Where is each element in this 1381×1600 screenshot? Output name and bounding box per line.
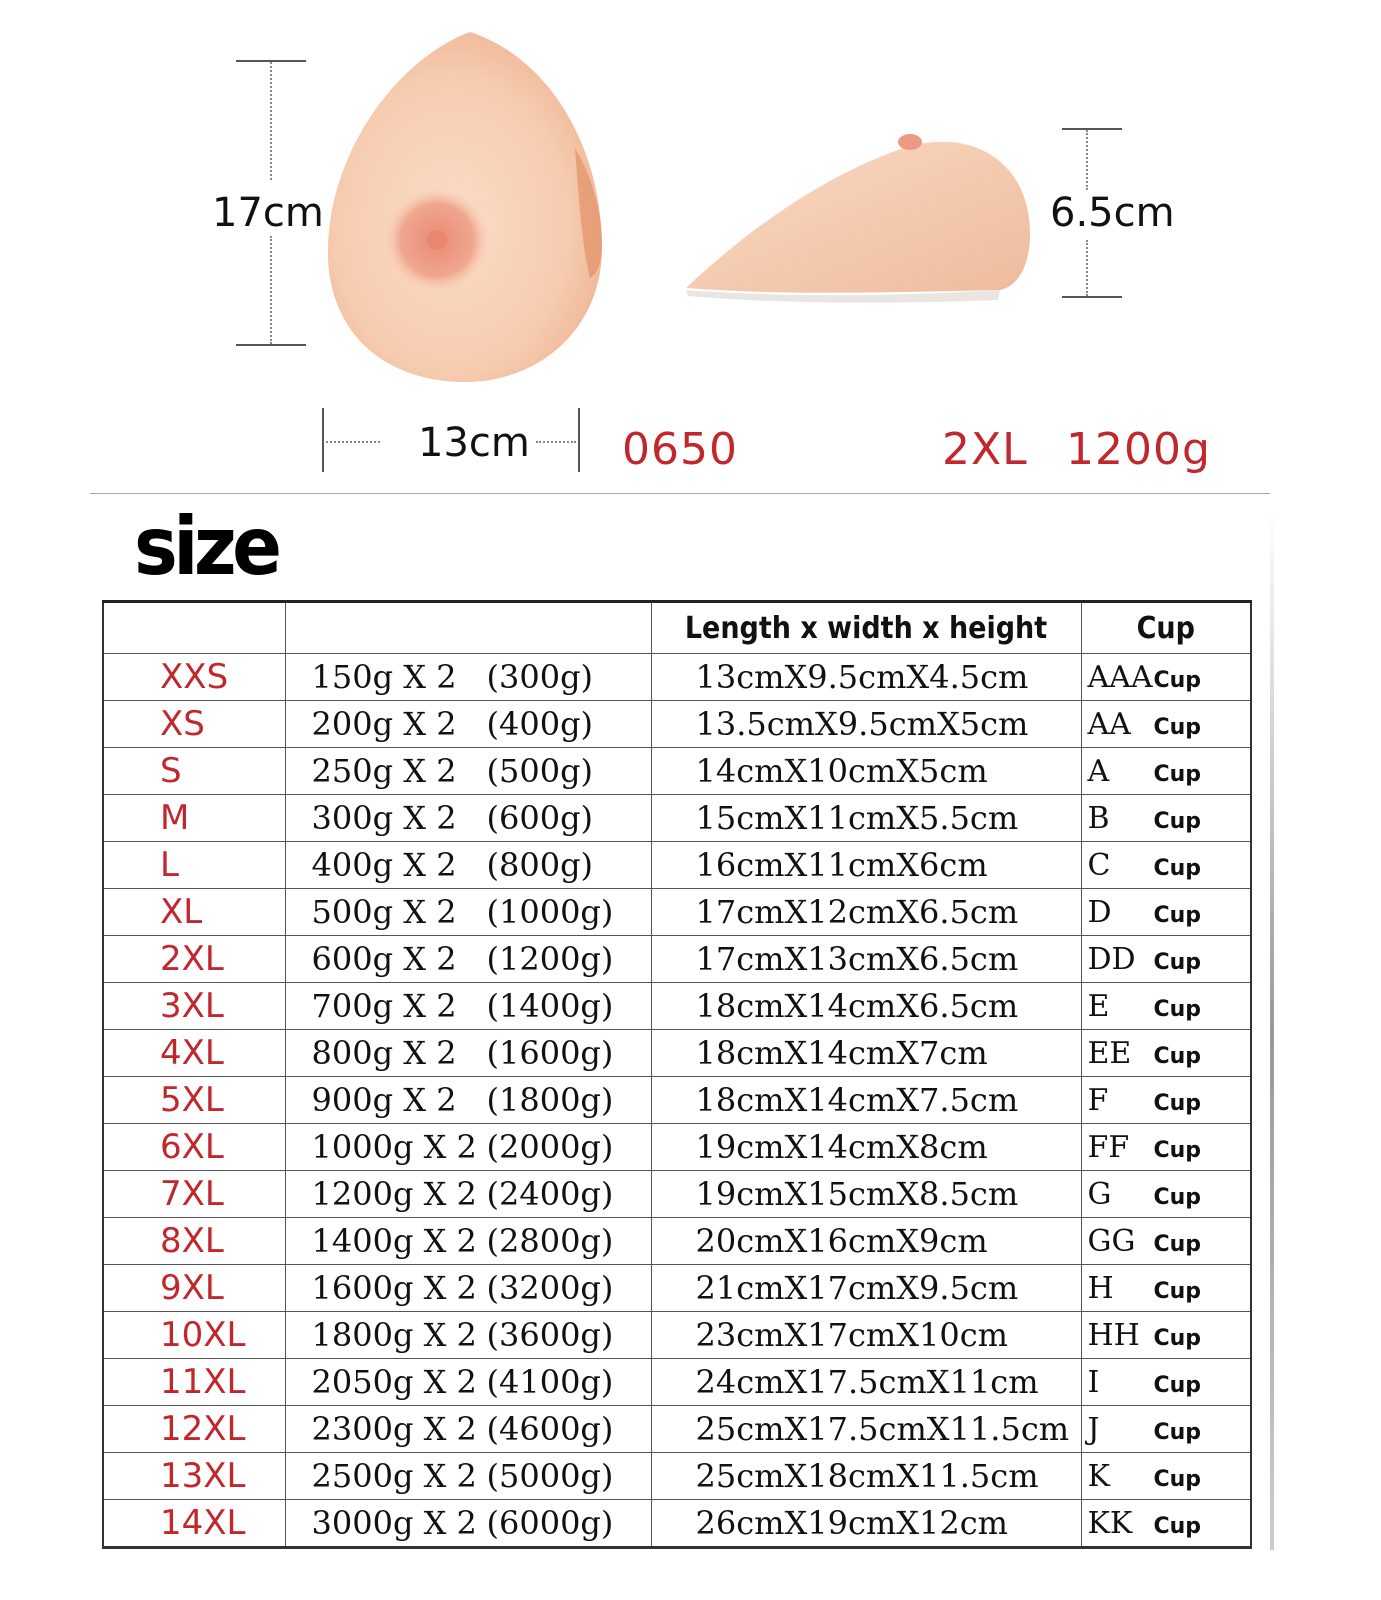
cup-size: KK: [1087, 1505, 1133, 1541]
table-row: [103, 748, 1251, 795]
weight-each: 2050g X 2: [311, 1363, 477, 1401]
cup-cell: [1081, 1077, 1251, 1124]
weight-each: 500g X 2: [311, 893, 457, 931]
cup-cell: [1081, 1171, 1251, 1218]
dimensions-cell: 18cmX14cmX6.5cm: [651, 983, 1081, 1030]
weight-each: 2500g X 2: [311, 1457, 477, 1495]
cup-cell: [1081, 654, 1251, 701]
weight-each: 1400g X 2: [311, 1222, 477, 1260]
cup-size: DD: [1087, 941, 1136, 977]
cup-cell: [1081, 936, 1251, 983]
header-cup: Cup: [1081, 602, 1251, 654]
cup-size: A: [1087, 753, 1110, 789]
table-row: [103, 889, 1251, 936]
cup-word: Cup: [1153, 1372, 1202, 1398]
size-label: 2XL: [942, 424, 1028, 475]
table-row: [103, 795, 1251, 842]
width-dimension-line: [326, 441, 380, 443]
depth-dimension-line-lower: [1086, 240, 1088, 296]
header-weight: [285, 602, 651, 654]
table-row: [103, 1312, 1251, 1359]
weight-cell: [285, 701, 651, 748]
table-row: [103, 654, 1251, 701]
weight-total: (2800g): [486, 1222, 614, 1260]
size-cell: 12XL: [103, 1406, 285, 1453]
cup-word: Cup: [1153, 1325, 1202, 1351]
size-cell: 11XL: [103, 1359, 285, 1406]
height-dimension-line: [270, 62, 272, 180]
dimensions-cell: 15cmX11cmX5.5cm: [651, 795, 1081, 842]
cup-size: F: [1087, 1082, 1109, 1118]
cup-size: AA: [1087, 706, 1131, 742]
width-dimension-line-right: [536, 441, 576, 443]
cup-size: B: [1087, 800, 1110, 836]
table-row: [103, 1030, 1251, 1077]
weight-cell: [285, 1500, 651, 1548]
weight-each: 300g X 2: [311, 799, 457, 837]
weight-each: 1600g X 2: [311, 1269, 477, 1307]
depth-dimension-top-tick: [1062, 128, 1122, 130]
cup-cell: [1081, 889, 1251, 936]
table-row: [103, 1124, 1251, 1171]
cup-size: J: [1087, 1411, 1100, 1447]
dimensions-cell: 25cmX17.5cmX11.5cm: [651, 1406, 1081, 1453]
cup-word: Cup: [1153, 667, 1202, 693]
cup-cell: [1081, 1030, 1251, 1077]
cup-cell: [1081, 795, 1251, 842]
dimensions-cell: 19cmX15cmX8.5cm: [651, 1171, 1081, 1218]
cup-size: C: [1087, 847, 1111, 883]
cup-cell: [1081, 983, 1251, 1030]
chart-frame-shadow: [1270, 510, 1274, 1550]
size-cell: 10XL: [103, 1312, 285, 1359]
table-row: [103, 936, 1251, 983]
weight-total: (1800g): [486, 1081, 614, 1119]
weight-total: (1400g): [486, 987, 614, 1025]
weight-total: (400g): [486, 705, 594, 743]
weight-each: 250g X 2: [311, 752, 457, 790]
cup-word: Cup: [1153, 1184, 1202, 1210]
table-row: [103, 1218, 1251, 1265]
table-row: [103, 842, 1251, 889]
weight-total: (3200g): [486, 1269, 614, 1307]
size-cell: XXS: [103, 654, 285, 701]
cup-word: Cup: [1153, 902, 1202, 928]
cup-cell: [1081, 842, 1251, 889]
weight-cell: [285, 983, 651, 1030]
dimensions-cell: 26cmX19cmX12cm: [651, 1500, 1081, 1548]
header-size: [103, 602, 285, 654]
dimensions-cell: 25cmX18cmX11.5cm: [651, 1453, 1081, 1500]
weight-total: (3600g): [486, 1316, 614, 1354]
dimensions-cell: 18cmX14cmX7cm: [651, 1030, 1081, 1077]
cup-word: Cup: [1153, 1137, 1202, 1163]
weight-cell: [285, 1124, 651, 1171]
dimensions-cell: 17cmX12cmX6.5cm: [651, 889, 1081, 936]
front-height-label: 17cm: [212, 190, 324, 236]
cup-size: HH: [1087, 1317, 1140, 1353]
cup-word: Cup: [1153, 1419, 1202, 1445]
size-cell: XL: [103, 889, 285, 936]
size-cell: 4XL: [103, 1030, 285, 1077]
cup-cell: [1081, 1124, 1251, 1171]
cup-word: Cup: [1153, 761, 1202, 787]
size-cell: S: [103, 748, 285, 795]
weight-each: 1200g X 2: [311, 1175, 477, 1213]
weight-label: 1200g: [1066, 424, 1211, 475]
weight-cell: [285, 1359, 651, 1406]
cup-cell: [1081, 1265, 1251, 1312]
weight-total: (800g): [486, 846, 594, 884]
weight-cell: [285, 1171, 651, 1218]
section-title: size: [134, 500, 278, 593]
cup-size: K: [1087, 1458, 1110, 1494]
size-cell: 14XL: [103, 1500, 285, 1548]
weight-each: 2300g X 2: [311, 1410, 477, 1448]
size-cell: 7XL: [103, 1171, 285, 1218]
cup-cell: [1081, 1218, 1251, 1265]
cup-size: D: [1087, 894, 1112, 930]
weight-each: 400g X 2: [311, 846, 457, 884]
cup-size: FF: [1087, 1129, 1130, 1165]
weight-each: 3000g X 2: [311, 1504, 477, 1542]
dimensions-cell: 14cmX10cmX5cm: [651, 748, 1081, 795]
table-row: [103, 1077, 1251, 1124]
dimensions-cell: 13cmX9.5cmX4.5cm: [651, 654, 1081, 701]
cup-word: Cup: [1153, 1278, 1202, 1304]
weight-each: 150g X 2: [311, 658, 457, 696]
header-dimensions: Length x width x height: [651, 602, 1081, 654]
weight-cell: [285, 1265, 651, 1312]
cup-cell: [1081, 1312, 1251, 1359]
cup-size: G: [1087, 1176, 1112, 1212]
cup-word: Cup: [1153, 714, 1202, 740]
chart-frame-top: [90, 493, 1270, 494]
product-side-view-image: [680, 128, 1040, 308]
weight-each: 200g X 2: [311, 705, 457, 743]
weight-cell: [285, 1312, 651, 1359]
dimensions-cell: 18cmX14cmX7.5cm: [651, 1077, 1081, 1124]
size-cell: 6XL: [103, 1124, 285, 1171]
weight-each: 900g X 2: [311, 1081, 457, 1119]
cup-size: GG: [1087, 1223, 1136, 1259]
cup-word: Cup: [1153, 1513, 1202, 1539]
weight-each: 1000g X 2: [311, 1128, 477, 1166]
dimensions-cell: 19cmX14cmX8cm: [651, 1124, 1081, 1171]
cup-word: Cup: [1153, 996, 1202, 1022]
dimensions-cell: 23cmX17cmX10cm: [651, 1312, 1081, 1359]
cup-word: Cup: [1153, 1090, 1202, 1116]
size-cell: 9XL: [103, 1265, 285, 1312]
weight-cell: [285, 795, 651, 842]
table-header-row: [103, 602, 1251, 654]
size-cell: XS: [103, 701, 285, 748]
cup-size: H: [1087, 1270, 1114, 1306]
weight-cell: [285, 654, 651, 701]
cup-size: AAA: [1087, 659, 1153, 695]
size-table: [102, 600, 1252, 1549]
weight-total: (1000g): [486, 893, 614, 931]
weight-cell: [285, 748, 651, 795]
weight-cell: [285, 1406, 651, 1453]
size-cell: 3XL: [103, 983, 285, 1030]
table-row: [103, 1453, 1251, 1500]
cup-word: Cup: [1153, 1043, 1202, 1069]
dimensions-cell: 16cmX11cmX6cm: [651, 842, 1081, 889]
weight-each: 700g X 2: [311, 987, 457, 1025]
weight-total: (6000g): [486, 1504, 614, 1542]
weight-total: (600g): [486, 799, 594, 837]
size-cell: 8XL: [103, 1218, 285, 1265]
table-body: [103, 654, 1251, 1548]
dimensions-cell: 24cmX17.5cmX11cm: [651, 1359, 1081, 1406]
width-dimension-right-tick: [578, 408, 580, 472]
weight-total: (4100g): [486, 1363, 614, 1401]
table-row: [103, 701, 1251, 748]
table-row: [103, 1171, 1251, 1218]
cup-word: Cup: [1153, 808, 1202, 834]
side-depth-label: 6.5cm: [1050, 190, 1175, 236]
cup-size: EE: [1087, 1035, 1132, 1071]
weight-cell: [285, 936, 651, 983]
cup-word: Cup: [1153, 855, 1202, 881]
table-row: [103, 1265, 1251, 1312]
size-cell: 5XL: [103, 1077, 285, 1124]
weight-cell: [285, 1077, 651, 1124]
weight-total: (1200g): [486, 940, 614, 978]
cup-word: Cup: [1153, 1231, 1202, 1257]
size-cell: M: [103, 795, 285, 842]
dimensions-cell: 17cmX13cmX6.5cm: [651, 936, 1081, 983]
weight-total: (300g): [486, 658, 594, 696]
weight-each: 800g X 2: [311, 1034, 457, 1072]
model-code-label: 0650: [622, 424, 738, 475]
height-dimension-line-lower: [270, 236, 272, 344]
cup-cell: [1081, 1500, 1251, 1548]
cup-size: I: [1087, 1364, 1100, 1400]
dimensions-cell: 21cmX17cmX9.5cm: [651, 1265, 1081, 1312]
dimensions-cell: 13.5cmX9.5cmX5cm: [651, 701, 1081, 748]
cup-cell: [1081, 748, 1251, 795]
cup-word: Cup: [1153, 1466, 1202, 1492]
height-dimension-bottom-tick: [236, 344, 306, 346]
weight-each: 1800g X 2: [311, 1316, 477, 1354]
weight-total: (4600g): [486, 1410, 614, 1448]
table-row: [103, 1500, 1251, 1548]
weight-cell: [285, 889, 651, 936]
weight-each: 600g X 2: [311, 940, 457, 978]
depth-dimension-line: [1086, 130, 1088, 190]
weight-cell: [285, 842, 651, 889]
table-row: [103, 983, 1251, 1030]
cup-cell: [1081, 701, 1251, 748]
product-front-view-image: [320, 28, 610, 388]
cup-cell: [1081, 1359, 1251, 1406]
cup-cell: [1081, 1453, 1251, 1500]
weight-total: (5000g): [486, 1457, 614, 1495]
weight-cell: [285, 1030, 651, 1077]
cup-size: E: [1087, 988, 1110, 1024]
size-cell: L: [103, 842, 285, 889]
weight-total: (2000g): [486, 1128, 614, 1166]
cup-cell: [1081, 1406, 1251, 1453]
weight-cell: [285, 1218, 651, 1265]
size-cell: 2XL: [103, 936, 285, 983]
cup-word: Cup: [1153, 949, 1202, 975]
weight-cell: [285, 1453, 651, 1500]
table-row: [103, 1359, 1251, 1406]
table-row: [103, 1406, 1251, 1453]
depth-dimension-bottom-tick: [1062, 296, 1122, 298]
front-width-label: 13cm: [418, 420, 530, 466]
size-cell: 13XL: [103, 1453, 285, 1500]
weight-total: (2400g): [486, 1175, 614, 1213]
dimensions-cell: 20cmX16cmX9cm: [651, 1218, 1081, 1265]
width-dimension-left-tick: [322, 408, 324, 472]
weight-total: (1600g): [486, 1034, 614, 1072]
weight-total: (500g): [486, 752, 594, 790]
